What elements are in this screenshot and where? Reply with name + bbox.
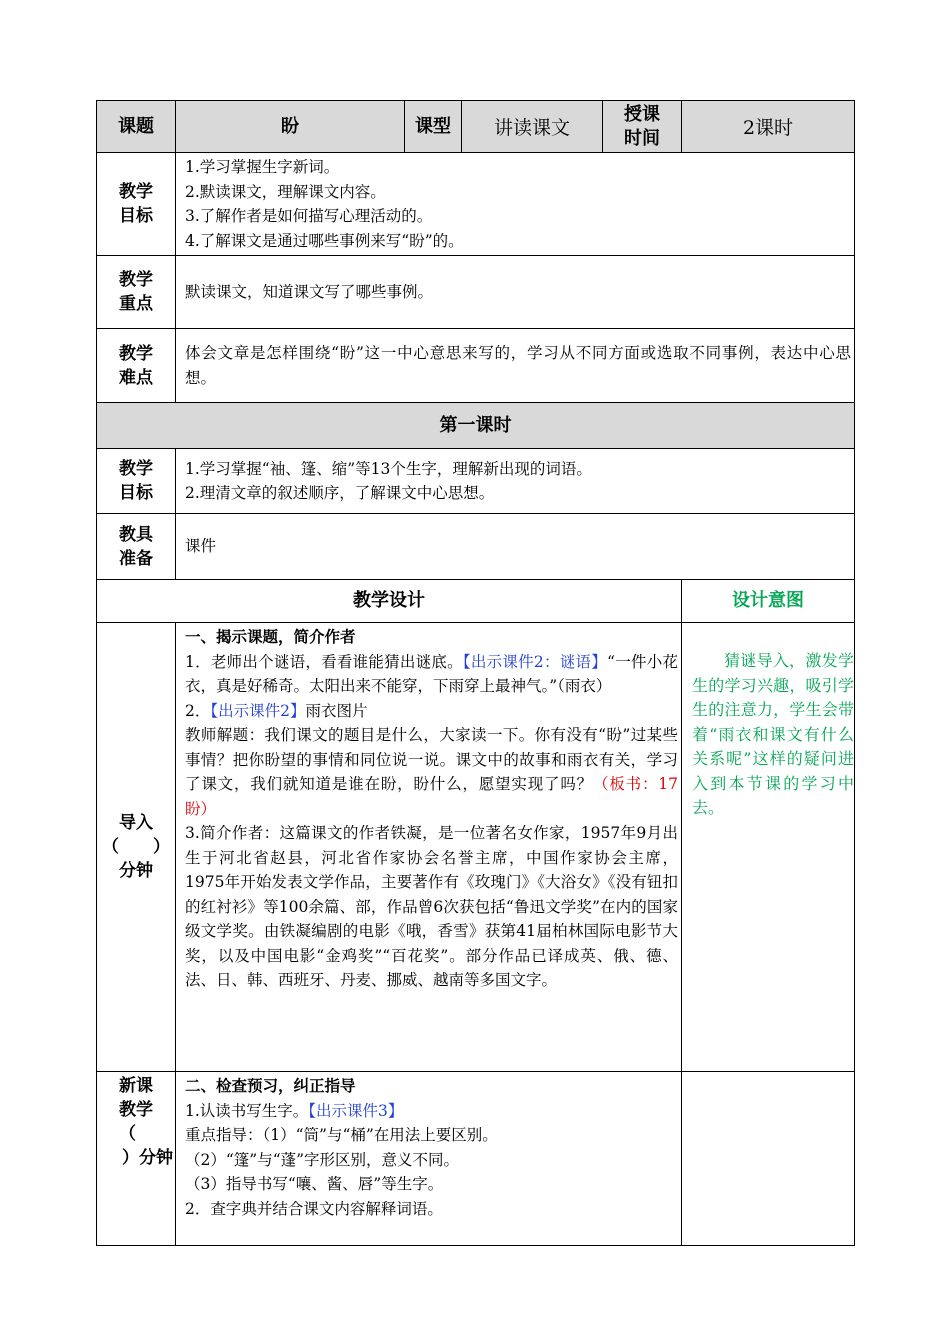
intro-content	[176, 623, 682, 1072]
tools-row	[97, 514, 855, 580]
lesson-plan-table	[96, 100, 855, 1246]
goal-item: 1.学习掌握生字新词。	[185, 158, 340, 176]
key-points-row	[97, 256, 855, 329]
lesson1-goals-label: 教学目标	[97, 449, 176, 514]
cue-text: 【出示课件2】	[210, 701, 306, 720]
new-lesson-label: 新课 教学 （ ）分钟	[97, 1072, 176, 1246]
topic-label: 课题	[97, 101, 176, 153]
intro-p4: 3.简介作者：这篇课文的作者铁凝，是一位著名女作家，1957年9月出生于河北省赵县，河北省作家协会名誉主席，中国作家协会主席， 1975年开始发表文学作品，主要著作有《玫瑰门》《大浴女》《没有钮扣的红衬衫》等100余篇、部，作品曾6次获包括“鲁迅文学奖”在内的国家级文学奖。由铁凝编剧的电影《哦，香雪》获第41届柏林国际电影节大奖，以及中国电影“金鸡奖”“百花奖”。部分作品已译成英、俄、德、法、日、韩、西班牙、丹麦、挪威、越南等多国文字。	[185, 824, 678, 989]
lesson1-goal-item: 1.学习掌握“袖、篷、缩”等13个生字，理解新出现的词语。	[185, 459, 592, 478]
goals-row	[97, 153, 855, 256]
intro-label-b: （ ）	[102, 837, 170, 857]
lesson1-goal-item: 2.理清文章的叙述顺序，了解课文中心思想。	[185, 484, 495, 502]
intro-p3: 教师解题：我们课文的题目是什么，大家读一下。你有没有“盼”过某些事情？把你盼望的事情和同位说一说。课文中的故事和雨衣有关，学习了课文，我们就知道是谁在盼，盼什么，愿望实现了吗？（板书：17 盼）	[185, 726, 678, 818]
new-lesson-l3: （2）“篷”与“蓬”字形区别，意义不同。	[185, 1150, 460, 1169]
lesson1-goals-row	[97, 449, 855, 514]
new-lesson-row	[97, 1072, 855, 1246]
tools-text: 课件	[176, 514, 855, 580]
difficulties-row	[97, 329, 855, 403]
new-lesson-l4: （3）指导书写“嚷、酱、唇”等生字。	[185, 1175, 444, 1193]
goal-item: 3.了解作者是如何描写心理活动的。	[185, 207, 433, 225]
tools-label: 教具准备	[97, 514, 176, 580]
new-lesson-content	[176, 1072, 682, 1246]
design-header-row	[97, 580, 855, 623]
lesson1-goals-content	[176, 449, 855, 514]
goal-item: 4.了解课文是通过哪些事例来写“盼”的。	[185, 231, 464, 250]
board-note: （板书：17 盼）	[185, 775, 678, 818]
difficulties-label: 教学难点	[97, 329, 176, 403]
intro-intent: 猜谜导入，激发学生的学习兴趣，吸引学生的注意力，学生会带着“雨衣和课文有什么关系呢”这样的疑问进入到本节课的学习中去。	[682, 623, 855, 1072]
design-header: 教学设计	[97, 580, 682, 623]
intro-p2: 2．【出示课件2】雨衣图片	[185, 701, 368, 720]
goals-label: 教学目标	[97, 153, 176, 256]
difficulties-text: 体会文章是怎样围绕“盼”这一中心意思来写的，学习从不同方面或选取不同事例，表达中心思想。	[176, 329, 855, 403]
intent-header: 设计意图	[682, 580, 855, 623]
goal-item: 2.默读课文，理解课文内容。	[185, 182, 386, 201]
intro-label-a: 导入	[119, 813, 153, 833]
new-lesson-l1: 1.认读书写生字。【出示课件3】	[185, 1101, 404, 1120]
time-label: 授课时间	[603, 101, 682, 153]
intro-p1: 1．老师出个谜语，看看谁能猜出谜底。【出示课件2：谜语】“一件小花衣，真是好稀奇。太阳出来不能穿，下雨穿上最神气。”（雨衣）	[185, 652, 678, 695]
hours-value: 2课时	[682, 101, 855, 153]
header-row	[97, 101, 855, 153]
key-points-text: 默读课文，知道课文写了哪些事例。	[176, 256, 855, 329]
lesson1-title-row	[97, 403, 855, 449]
intro-heading: 一、揭示课题，简介作者	[185, 628, 356, 646]
intro-row	[97, 623, 855, 1072]
goals-content	[176, 153, 855, 256]
lesson1-title: 第一课时	[97, 403, 855, 449]
topic-value: 盼	[176, 101, 405, 153]
cue-text: 【出示课件3】	[308, 1101, 404, 1120]
cue-text: 【出示课件2：谜语】	[462, 652, 608, 671]
new-lesson-intent	[682, 1072, 855, 1246]
key-points-label: 教学重点	[97, 256, 176, 329]
new-lesson-heading: 二、检查预习，纠正指导	[185, 1077, 356, 1095]
new-lesson-l5: 2．查字典并结合课文内容解释词语。	[185, 1199, 443, 1218]
new-lesson-l2: 重点指导：（1）“筒”与“桶”在用法上要区别。	[185, 1126, 498, 1144]
intro-label-c: 分钟	[119, 861, 153, 881]
type-value: 讲读课文	[462, 101, 603, 153]
intro-label	[97, 623, 176, 1072]
type-label: 课型	[405, 101, 462, 153]
